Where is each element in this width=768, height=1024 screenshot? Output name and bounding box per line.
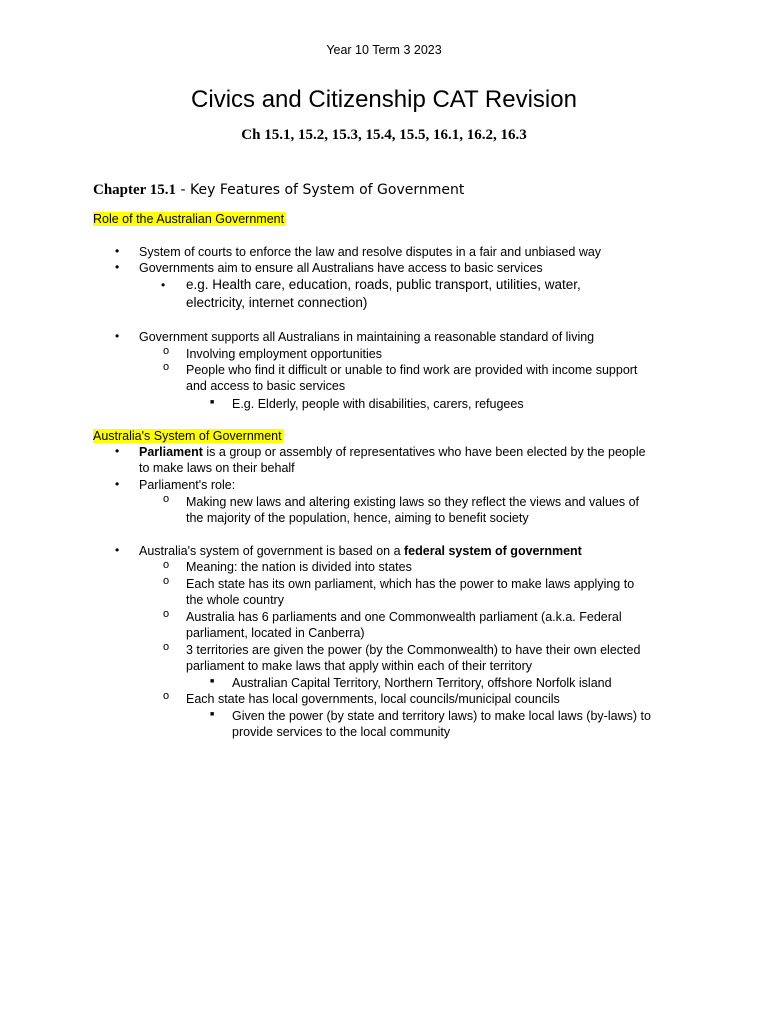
list-item-line xyxy=(139,444,646,461)
list-item: Governments aim to ensure all Australians have access to basic services xyxy=(139,261,543,275)
bullet-level1: • xyxy=(115,260,120,274)
federal-term: federal system of government xyxy=(404,544,582,558)
bullet-level1: • xyxy=(115,477,120,491)
list-item-line: Australia has 6 parliaments and one Commonwealth parliament (a.k.a. Federal xyxy=(186,610,622,624)
federal-prefix: Australia's system of government is based on a xyxy=(139,544,405,558)
page-header: Year 10 Term 3 2023 xyxy=(326,43,442,57)
list-item-line: Making new laws and altering existing laws so they reflect the views and values of xyxy=(186,495,640,509)
bullet-level1: • xyxy=(115,543,120,557)
list-item-line: provide services to the local community xyxy=(232,725,451,739)
list-item-line: to make laws on their behalf xyxy=(139,461,295,475)
bullet-level2: o xyxy=(163,641,170,653)
bullet-level2: o xyxy=(163,575,170,587)
list-item-line: parliament to make laws that apply within each of their territory xyxy=(186,659,532,673)
bullet-level2: o xyxy=(163,559,170,571)
bullet-level2: o xyxy=(163,361,170,373)
bullet-level3: ■ xyxy=(210,711,215,718)
bullet-level2: o xyxy=(163,493,170,505)
highlighted-heading: Australia's System of Government xyxy=(93,429,282,443)
chapter-heading xyxy=(93,181,464,199)
list-item-line: e.g. Health care, education, roads, public transport, utilities, water, xyxy=(186,277,581,292)
list-item-line: the majority of the population, hence, aiming to benefit society xyxy=(186,511,529,525)
list-item: Meaning: the nation is divided into states xyxy=(186,560,412,574)
bullet-level3: ■ xyxy=(210,399,215,406)
bullet-level1: • xyxy=(161,278,166,292)
list-item: Australian Capital Territory, Northern Territory, offshore Norfolk island xyxy=(232,676,612,690)
section-heading-role xyxy=(93,211,286,228)
list-item-line: and access to basic services xyxy=(186,379,346,393)
chapter-name: Key Features of System of Government xyxy=(190,182,465,198)
parliament-term: Parliament xyxy=(139,445,203,459)
list-item-line: Each state has its own parliament, which has the power to make laws applying to xyxy=(186,577,635,591)
list-item-line: electricity, internet connection) xyxy=(186,295,368,310)
parliament-definition: is a group or assembly of representatives who have been elected by the people xyxy=(202,445,646,459)
bullet-level1: • xyxy=(115,329,120,343)
chapter-number: Chapter 15.1 xyxy=(93,182,177,198)
list-item-line: People who find it difficult or unable to find work are provided with income support xyxy=(186,363,638,377)
highlighted-heading: Role of the Australian Government xyxy=(93,212,285,226)
document-subtitle: Ch 15.1, 15.2, 15.3, 15.4, 15.5, 16.1, 16.2, 16.3 xyxy=(241,127,527,143)
bullet-level1: • xyxy=(115,444,120,458)
document-title: Civics and Citizenship CAT Revision xyxy=(191,86,577,113)
bullet-level2: o xyxy=(163,608,170,620)
bullet-level1: • xyxy=(115,244,120,258)
list-item: Each state has local governments, local councils/municipal councils xyxy=(186,692,560,706)
list-item: E.g. Elderly, people with disabilities, carers, refugees xyxy=(232,397,524,411)
list-item-line: 3 territories are given the power (by the Commonwealth) to have their own elected xyxy=(186,643,641,657)
list-item xyxy=(139,543,582,560)
list-item: Parliament's role: xyxy=(139,478,236,492)
list-item-line: parliament, located in Canberra) xyxy=(186,626,365,640)
section-heading-system xyxy=(93,428,284,445)
list-item: Government supports all Australians in maintaining a reasonable standard of living xyxy=(139,330,595,344)
list-item-line: the whole country xyxy=(186,593,284,607)
bullet-level2: o xyxy=(163,345,170,357)
bullet-level3: ■ xyxy=(210,678,215,685)
list-item-line: Given the power (by state and territory laws) to make local laws (by-laws) to xyxy=(232,709,651,723)
bullet-level2: o xyxy=(163,690,170,702)
list-item: System of courts to enforce the law and resolve disputes in a fair and unbiased way xyxy=(139,245,602,259)
list-item: Involving employment opportunities xyxy=(186,347,382,361)
chapter-separator: - xyxy=(176,182,191,198)
